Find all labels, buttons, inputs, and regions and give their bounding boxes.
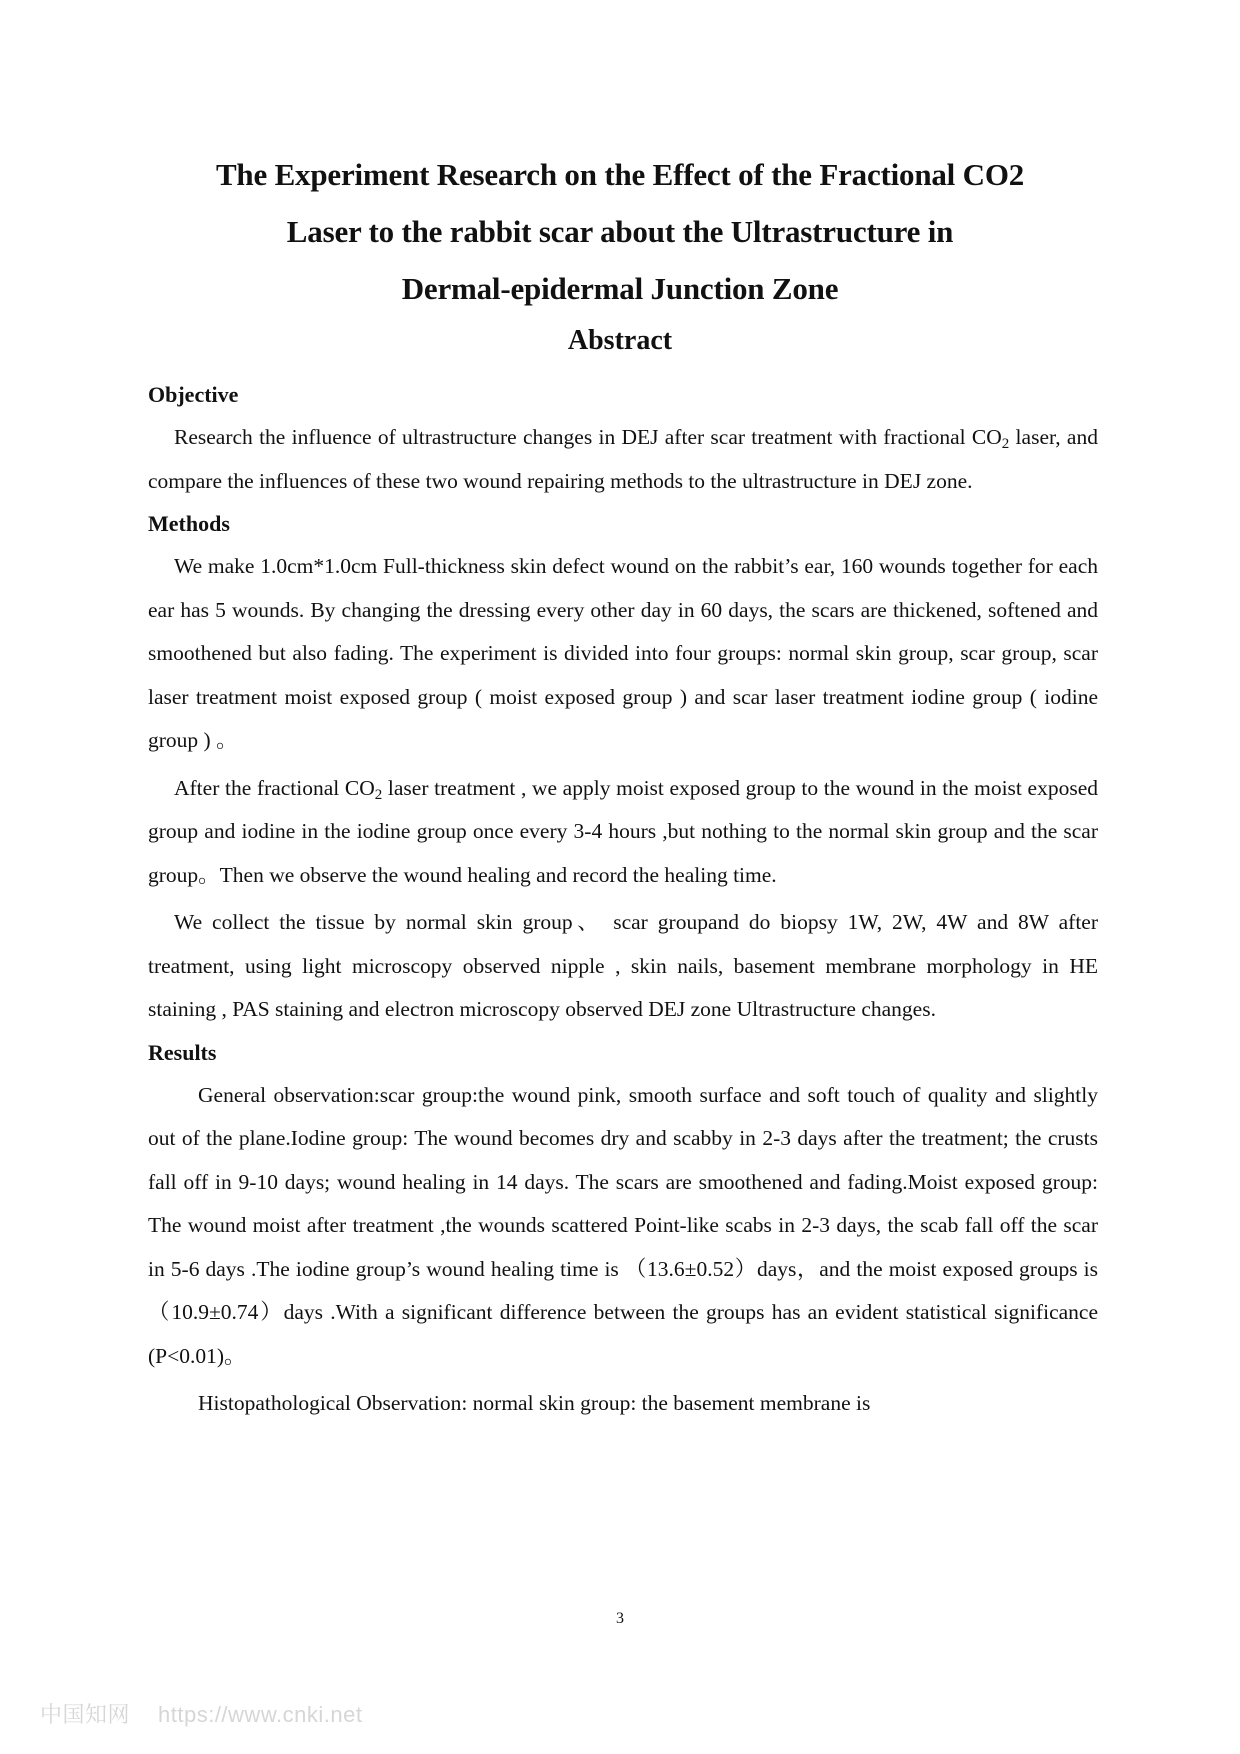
abstract-body: [148, 374, 1098, 1426]
methods-heading: Methods: [148, 511, 230, 536]
methods-p2-text-a: After the fractional CO: [174, 775, 375, 800]
methods-p2-text-b: laser treatment , we apply moist exposed group to the wound in the moist exposed group and iodine in the iodine group once every 3-4 hours ,but nothing to the normal skin group and the scar group。Then we observe the wound healing and record the healing time.: [148, 775, 1098, 887]
watermark-logo-text: 中国知网: [40, 1702, 131, 1727]
methods-p2-subscript: 2: [374, 786, 383, 803]
objective-paragraph: [148, 416, 1098, 503]
objective-subscript: 2: [1001, 436, 1010, 452]
results-heading: Results: [148, 1039, 217, 1065]
results-paragraph-1: General observation:scar group:the wound pink, smooth surface and soft touch of quality and slightly out of the plane.Iodine group: The wound becomes dry and scabby in 2-3 days after the treatment; the crusts fall off in 9-10 days; wound healing in 14 days. The scars are smoothened and fading.Moist exposed group: The wound moist after treatment ,the wounds scattered Point-like scabs in 2-3 days, the scab fall off the scar in 5-6 days .The iodine group’s wound healing time is （13.6±0.52）days，and the moist exposed groups is （10.9±0.74）days .With a significant difference between the groups has an evident statistical significance (P<0.01)。: [148, 1082, 1098, 1368]
page-number: 3: [616, 1610, 624, 1627]
objective-text-b: laser, and compare the influences of these two wound repairing methods to the ultrastructure in DEJ zone.: [148, 425, 1098, 493]
watermark-url: https://www.cnki.net: [158, 1702, 363, 1727]
paper-title-line-2: Laser to the rabbit scar about the Ultrastructure in: [286, 214, 954, 249]
cnki-watermark: [40, 1698, 362, 1729]
methods-paragraph-1: We make 1.0cm*1.0cm Full-thickness skin defect wound on the rabbit’s ear, 160 wounds together for each ear has 5 wounds. By changing the dressing every other day in 60 days, the scars are thickened, softened and smoothened but also fading. The experiment is divided into four groups: normal skin group, scar group, scar laser treatment moist exposed group ( moist exposed group ) and scar laser treatment iodine group ( iodine group ) 。: [148, 554, 1098, 752]
paper-title-line-3: Dermal-epidermal Junction Zone: [401, 271, 839, 306]
title-block: [130, 146, 1110, 365]
abstract-heading: Abstract: [567, 325, 673, 356]
results-paragraph-2: Histopathological Observation: normal skin group: the basement membrane is: [198, 1391, 871, 1415]
paper-title-line-1: The Experiment Research on the Effect of the Fractional CO2: [215, 157, 1025, 192]
methods-paragraph-3: We collect the tissue by normal skin group、 scar groupand do biopsy 1W, 2W, 4W and 8W after treatment, using light microscopy observed nipple , skin nails, basement membrane morphology in HE staining , PAS staining and electron microscopy observed DEJ zone Ultrastructure changes.: [148, 910, 1098, 1021]
objective-text-a: Research the influence of ultrastructure changes in DEJ after scar treatment with fractional CO: [174, 425, 1002, 449]
methods-paragraph-2: [148, 767, 1098, 898]
objective-heading: Objective: [148, 382, 239, 407]
